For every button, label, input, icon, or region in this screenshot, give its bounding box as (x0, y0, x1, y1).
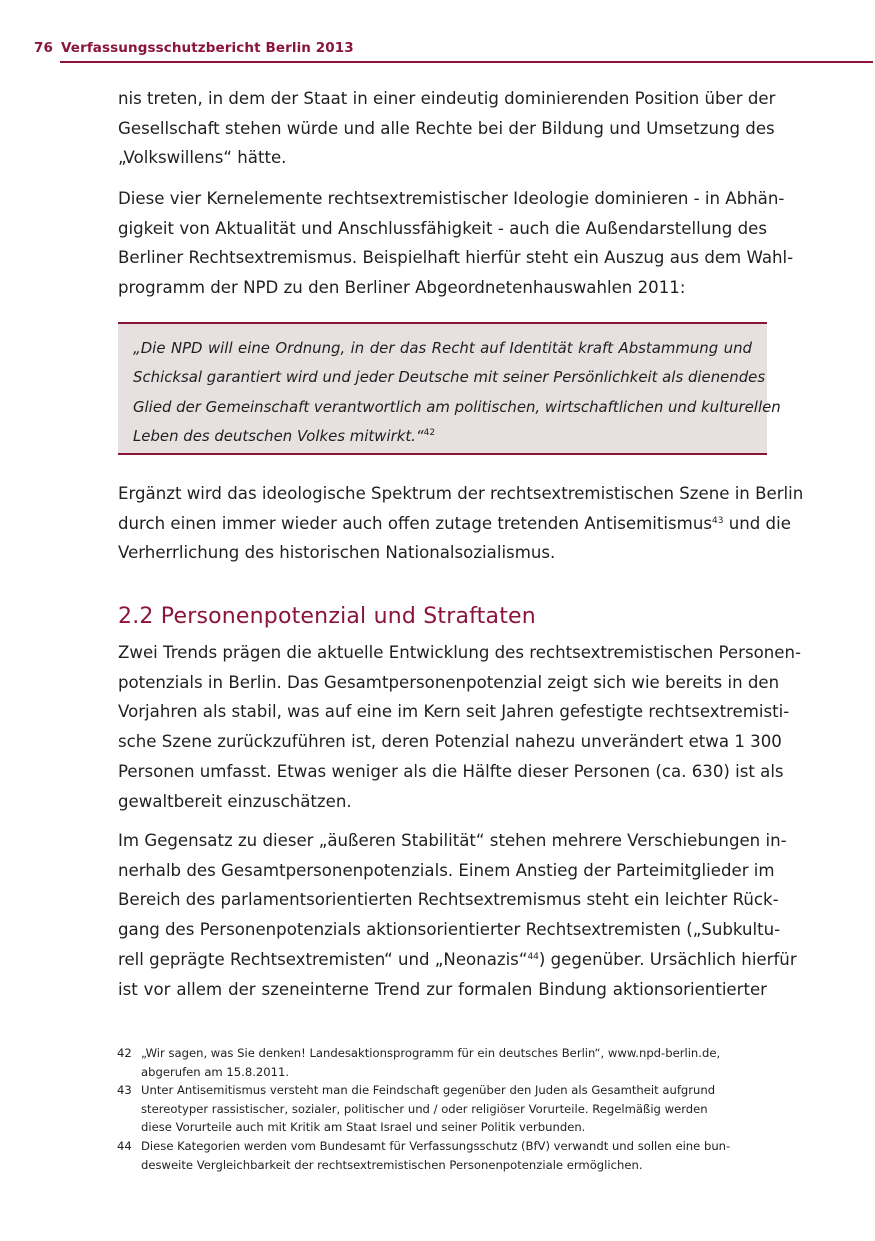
footnote-42 (117, 1044, 777, 1081)
footnote-line: Diese Kategorien werden vom Bundesamt für Verfassungsschutz (BfV) verwandt und sollen eine bun- (141, 1138, 731, 1153)
footnote-number: 42 (117, 1046, 132, 1060)
footnote-line: abgerufen am 15.8.2011. (141, 1064, 290, 1079)
footnote-line: diese Vorurteile auch mit Kritik am Staat Israel und seiner Politik verbunden. (141, 1120, 586, 1135)
paragraph-line: nis treten, in dem der Staat in einer eindeutig dominierenden Position über der (118, 89, 776, 108)
paragraph-line: nerhalb des Gesamtpersonenpotenzials. Einem Anstieg der Parteimitglieder im (118, 860, 775, 880)
footnote-line: stereotyper rassistischer, sozialer, politischer und / oder religiöser Vorurteile. Regelmäßig werden (141, 1101, 708, 1116)
footnote-ref-44[interactable]: 44 (527, 951, 539, 962)
paragraph-line: potenzials in Berlin. Das Gesamtpersonenpotenzial zeigt sich wie bereits in den (118, 672, 780, 692)
paragraph-line: Ergänzt wird das ideologische Spektrum der rechtsextremistischen Szene in Berlin (118, 484, 804, 503)
footnote-ref-43[interactable]: 43 (711, 515, 724, 526)
footnote-text (141, 1137, 777, 1174)
paragraph-line: Personen umfasst. Etwas weniger als die Hälfte dieser Personen (ca. 630) ist als (118, 761, 784, 781)
paragraph-line: Vorjahren als stabil, was auf eine im Kern seit Jahren gefestigte rechtsextremisti- (118, 702, 790, 722)
footnote-line: „Wir sagen, was Sie denken! Landesaktionsprogramm für ein deutsches Berlin“, www.npd-berlin.de, (141, 1046, 721, 1060)
paragraph-line: Verherrlichung des historischen Nationalsozialismus. (118, 543, 556, 563)
footnote-text (141, 1081, 777, 1137)
footnote-number: 43 (117, 1083, 132, 1098)
header-rule (60, 61, 873, 63)
footnote-ref-42[interactable]: 42 (423, 427, 436, 438)
paragraph-line: gewaltbereit einzuschätzen. (118, 791, 352, 811)
paragraph-2 (118, 184, 794, 303)
paragraph-1 (118, 84, 776, 173)
quote-line: „Die NPD will eine Ordnung, in der das Recht auf Identität kraft Abstammung und (133, 339, 752, 357)
paragraph-line: programm der NPD zu den Berliner Abgeordnetenhauswahlen 2011: (118, 278, 686, 298)
footnote-line: desweite Vergleichbarkeit der rechtsextremistischen Personenpotenziale ermöglichen. (141, 1157, 643, 1172)
text-run: rell geprägte Rechtsextremisten“ und „Neonazis“ (118, 949, 528, 969)
paragraph-line: gigkeit von Aktualität und Anschlussfähigkeit - auch die Außendarstellung des (118, 218, 767, 238)
quote-line: Glied der Gemeinschaft verantwortlich am politischen, wirtschaftlichen und kulturellen (133, 397, 781, 416)
paragraph-line: gang des Personenpotenzials aktionsorientierter Rechtsextremisten („Subkultu- (118, 920, 781, 940)
footnote-number: 44 (117, 1138, 132, 1153)
footnote-text (141, 1044, 777, 1081)
paragraph-line: Diese vier Kernelemente rechtsextremistischer Ideologie dominieren - in Abhän- (118, 189, 785, 208)
paragraph-line: Zwei Trends prägen die aktuelle Entwicklung des rechtsextremistischen Personen- (118, 643, 801, 662)
paragraph-line: Berliner Rechtsextremismus. Beispielhaft hierfür steht ein Auszug aus dem Wahl- (118, 248, 794, 268)
text-run: und die (723, 513, 791, 533)
paragraph-line: ist vor allem der szeneinterne Trend zur formalen Bindung aktionsorientierter (118, 979, 767, 999)
footnote-43 (117, 1081, 777, 1137)
paragraph-line: sche Szene zurückzuführen ist, deren Potenzial nahezu unverändert etwa 1 300 (118, 732, 782, 752)
text-run: ) gegenüber. Ursächlich hierfür (538, 949, 797, 969)
quote-line (133, 422, 752, 451)
paragraph-line: Bereich des parlamentsorientierten Rechtsextremismus steht ein leichter Rück- (118, 890, 779, 910)
paragraph-4 (118, 638, 801, 816)
quote-line: Schicksal garantiert wird und jeder Deutsche mit seiner Persönlichkeit als dienendes (133, 368, 766, 387)
paragraph-line: „Volkswillens“ hätte. (118, 148, 287, 168)
footnote-44 (117, 1137, 777, 1174)
running-header (34, 40, 354, 56)
paragraph-5 (118, 826, 797, 1004)
paragraph-line (118, 509, 791, 539)
paragraph-line: Im Gegensatz zu dieser „äußeren Stabilität“ stehen mehrere Verschiebungen in- (118, 831, 787, 850)
block-quote (133, 334, 781, 451)
paragraph-line (118, 945, 797, 975)
paragraph-3 (118, 479, 804, 568)
footnote-line: Unter Antisemitismus versteht man die Feindschaft gegenüber den Juden als Gesamtheit aufgrund (141, 1083, 716, 1098)
document-title: Verfassungsschutzbericht Berlin 2013 (61, 40, 354, 56)
quote-line-text: Leben des deutschen Volkes mitwirkt.“ (133, 426, 424, 445)
footnotes (117, 1044, 777, 1174)
paragraph-line: Gesellschaft stehen würde und alle Rechte bei der Bildung und Umsetzung des (118, 118, 775, 138)
page-number: 76 (34, 40, 53, 56)
text-run: durch einen immer wieder auch offen zutage tretenden Antisemitismus (118, 513, 712, 533)
section-heading: 2.2 Personenpotenzial und Straftaten (118, 604, 536, 629)
